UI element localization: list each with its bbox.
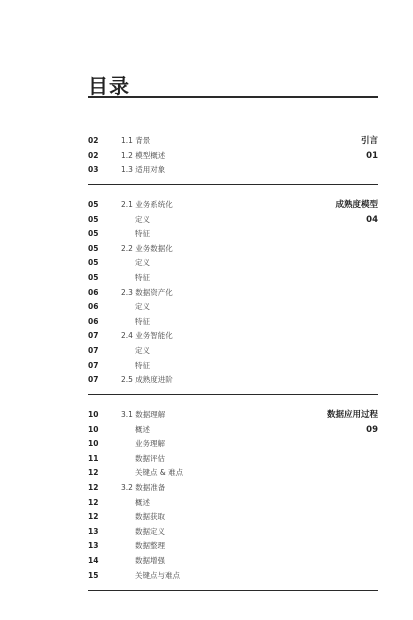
section-number: 09 [366, 424, 378, 435]
entry-label: 数据评估 [135, 453, 165, 463]
entry-label: 1.2 模型概述 [121, 150, 166, 160]
entry-label: 特征 [135, 272, 150, 282]
toc-entry[interactable] [88, 256, 378, 271]
entry-page: 10 [88, 439, 99, 449]
toc-entry[interactable] [88, 344, 378, 359]
toc-entry[interactable] [88, 466, 378, 481]
toc-entry[interactable] [88, 329, 378, 344]
section-name: 成熟度模型 [335, 200, 378, 210]
entry-label: 1.1 背景 [121, 136, 151, 145]
toc-entry[interactable] [88, 539, 378, 554]
toc-entry[interactable] [88, 554, 378, 569]
entry-page: 07 [88, 375, 99, 385]
entry-page: 06 [88, 287, 99, 297]
entry-page: 07 [88, 345, 99, 355]
entry-page: 05 [88, 272, 99, 282]
toc-entry[interactable] [88, 481, 378, 496]
toc-entry[interactable] [88, 149, 378, 164]
entry-page: 13 [88, 541, 99, 551]
entry-page: 10 [88, 424, 99, 434]
entry-page: 12 [88, 468, 99, 478]
entry-page: 05 [88, 258, 99, 268]
entry-label: 概述 [135, 424, 150, 434]
toc-entry[interactable] [88, 510, 378, 525]
toc-entry[interactable] [88, 227, 378, 242]
entry-label: 2.5 成熟度进阶 [121, 375, 173, 385]
entry-label: 数据定义 [135, 526, 165, 536]
entry-page: 05 [88, 243, 99, 253]
entry-page: 07 [88, 331, 99, 341]
entry-page: 05 [88, 200, 99, 209]
toc-entry[interactable] [88, 300, 378, 315]
entry-label: 关键点 & 难点 [135, 468, 184, 478]
toc-entry[interactable] [88, 423, 378, 438]
toc-entry[interactable] [88, 286, 378, 301]
entry-page: 12 [88, 497, 99, 507]
toc-entry[interactable] [88, 242, 378, 257]
title-divider [88, 96, 378, 98]
section-name: 引言 [360, 136, 378, 146]
entry-label: 定义 [135, 214, 150, 224]
entry-page: 05 [88, 229, 99, 239]
entry-page: 10 [88, 410, 99, 419]
entry-page: 03 [88, 165, 99, 175]
section-number: 01 [366, 150, 378, 161]
entry-label: 概述 [135, 497, 150, 507]
entry-label: 业务理解 [135, 439, 165, 449]
entry-label: 2.4 业务智能化 [121, 331, 173, 341]
toc-entry[interactable] [88, 163, 378, 178]
entry-page: 13 [88, 526, 99, 536]
toc-entry[interactable] [88, 525, 378, 540]
toc-entry[interactable] [88, 359, 378, 374]
section-divider [88, 590, 378, 591]
toc-entry[interactable] [88, 134, 378, 149]
entry-label: 定义 [135, 345, 150, 355]
entry-label: 关键点与难点 [135, 570, 180, 580]
section-number: 04 [366, 214, 378, 225]
toc-entry[interactable] [88, 496, 378, 511]
section-divider [88, 394, 378, 395]
entry-label: 特征 [135, 360, 150, 370]
entry-page: 15 [88, 570, 99, 580]
entry-page: 11 [88, 453, 99, 463]
entry-label: 定义 [135, 302, 150, 312]
toc-entry[interactable] [88, 315, 378, 330]
entry-page: 02 [88, 150, 99, 160]
entry-label: 定义 [135, 258, 150, 268]
toc-section-maturity-model [88, 198, 378, 388]
toc-section-data-application [88, 408, 378, 583]
entry-label: 3.2 数据准备 [121, 482, 166, 492]
toc-entry[interactable] [88, 437, 378, 452]
entry-label: 特征 [135, 316, 150, 326]
entry-label: 数据获取 [135, 512, 165, 522]
toc-entry[interactable] [88, 408, 378, 423]
entry-label: 3.1 数据理解 [121, 410, 166, 419]
entry-label: 1.3 适用对象 [121, 165, 166, 175]
entry-label: 特征 [135, 229, 150, 239]
entry-page: 02 [88, 136, 99, 145]
entry-page: 14 [88, 555, 99, 565]
toc-entry[interactable] [88, 271, 378, 286]
toc-entry[interactable] [88, 452, 378, 467]
toc-entry[interactable] [88, 569, 378, 584]
entry-page: 06 [88, 316, 99, 326]
entry-label: 2.3 数据资产化 [121, 287, 173, 297]
toc-entry[interactable] [88, 213, 378, 228]
entry-page: 12 [88, 482, 99, 492]
section-divider [88, 184, 378, 185]
toc-section-intro [88, 134, 378, 178]
entry-page: 07 [88, 360, 99, 370]
page-title: 目录 [88, 74, 130, 98]
entry-label: 数据增强 [135, 555, 165, 565]
entry-label: 2.2 业务数据化 [121, 243, 173, 253]
entry-label: 2.1 业务系统化 [121, 200, 173, 209]
toc-entry[interactable] [88, 373, 378, 388]
entry-label: 数据整理 [135, 541, 165, 551]
entry-page: 05 [88, 214, 99, 224]
entry-page: 06 [88, 302, 99, 312]
section-name: 数据应用过程 [326, 410, 378, 420]
toc-entry[interactable] [88, 198, 378, 213]
entry-page: 12 [88, 512, 99, 522]
